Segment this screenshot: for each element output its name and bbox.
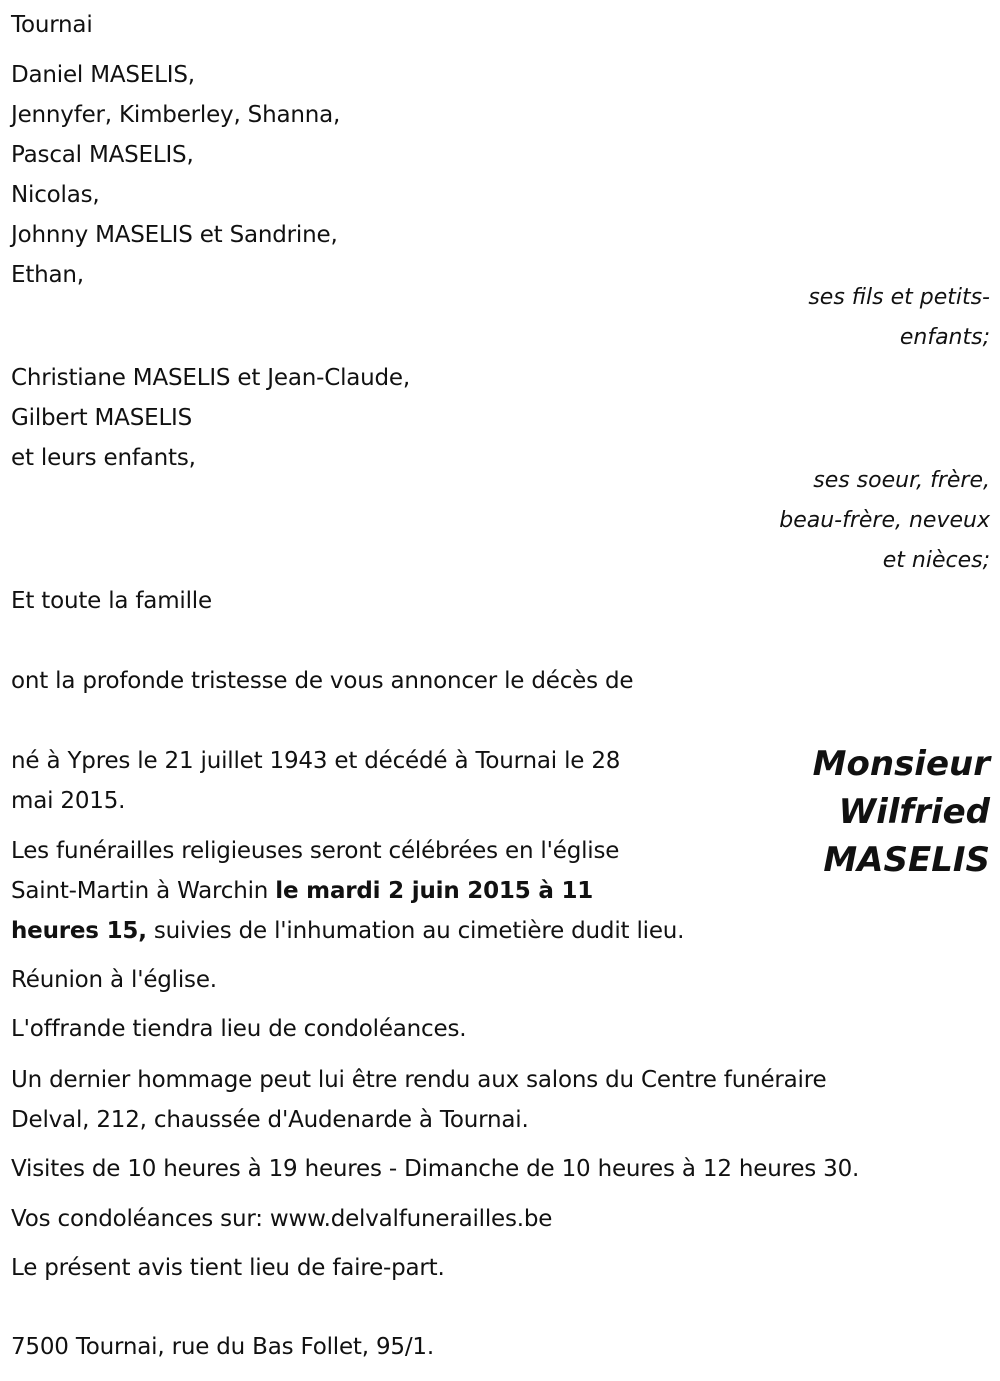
family-member: Nicolas, (11, 182, 100, 208)
birth-death-line: mai 2015. (11, 788, 126, 814)
condolences-label: Vos condoléances sur: (11, 1206, 270, 1232)
funeral-location: Saint-Martin à Warchin (11, 878, 276, 904)
announcement-text: ont la profonde tristesse de vous annoncer le décès de (11, 668, 634, 694)
family-member: Daniel MASELIS, (11, 62, 195, 88)
meeting-line: Réunion à l'église. (11, 967, 217, 993)
deceased-name (813, 740, 990, 884)
family-member: Jennyfer, Kimberley, Shanna, (11, 102, 341, 128)
burial-info: suivies de l'inhumation au cimetière dudit lieu. (146, 918, 685, 944)
family-member: Christiane MASELIS et Jean-Claude, (11, 365, 410, 391)
deceased-last-name: MASELIS (823, 840, 990, 880)
relation-label: et nièces; (882, 548, 990, 573)
funeral-date: le mardi 2 juin 2015 à 11 (275, 878, 594, 904)
funeral-line (11, 871, 593, 911)
condolences-link[interactable]: www.delvalfunerailles.be (269, 1206, 553, 1232)
relation-label: ses fils et petits- (808, 285, 990, 310)
birth-death-line: né à Ypres le 21 juillet 1943 et décédé à Tournai le 28 (11, 748, 621, 774)
funeral-line: Les funérailles religieuses seront célébrées en l'église (11, 838, 620, 864)
relation-label: enfants; (899, 325, 990, 350)
deceased-title: Monsieur (812, 744, 990, 784)
tribute-line: Un dernier hommage peut lui être rendu aux salons du Centre funéraire (11, 1067, 827, 1093)
funeral-line (11, 911, 684, 951)
offering-line: L'offrande tiendra lieu de condoléances. (11, 1016, 467, 1042)
address-line: 7500 Tournai, rue du Bas Follet, 95/1. (11, 1334, 434, 1360)
tribute-line: Delval, 212, chaussée d'Audenarde à Tournai. (11, 1107, 529, 1133)
family-line: Et toute la famille (11, 588, 212, 614)
condolences-line (11, 1199, 552, 1239)
family-member: Ethan, (11, 262, 84, 288)
family-member: et leurs enfants, (11, 445, 196, 471)
family-member: Gilbert MASELIS (11, 405, 193, 431)
relation-label: beau-frère, neveux (779, 508, 990, 533)
funeral-time: heures 15, (11, 918, 147, 944)
deceased-first-name: Wilfried (838, 792, 990, 832)
family-member: Pascal MASELIS, (11, 142, 194, 168)
relation-label: ses soeur, frère, (813, 468, 990, 493)
notice-line: Le présent avis tient lieu de faire-part. (11, 1255, 445, 1281)
visits-line: Visites de 10 heures à 19 heures - Dimanche de 10 heures à 12 heures 30. (11, 1156, 860, 1182)
city-header: Tournai (11, 12, 93, 38)
family-member: Johnny MASELIS et Sandrine, (11, 222, 338, 248)
